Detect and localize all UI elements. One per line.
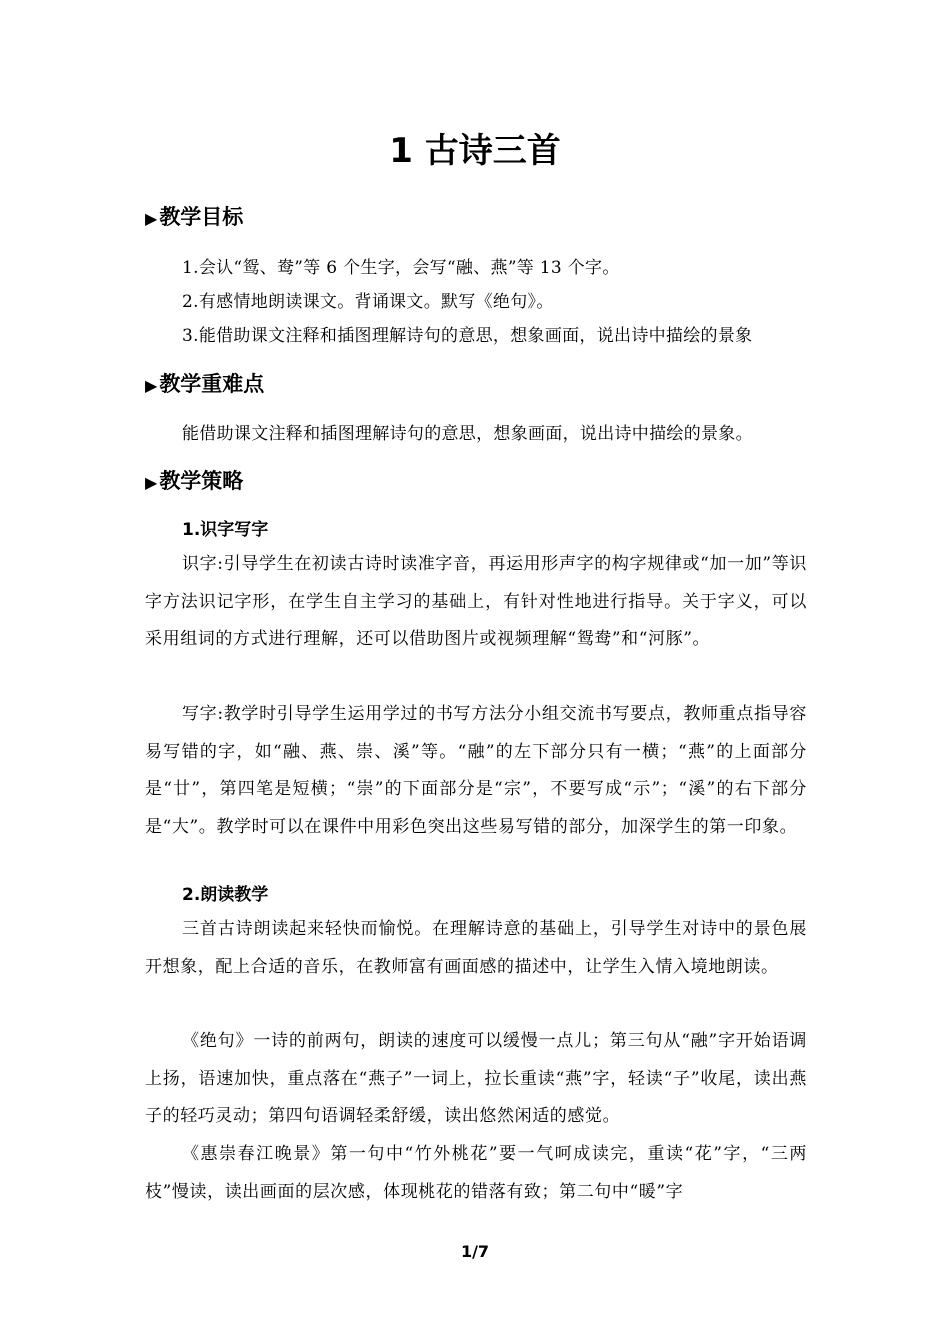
sub-heading-literacy: 1.识字写字 [182, 520, 269, 540]
key-points-text: 能借助课文注释和插图理解诗句的意思，想象画面，说出诗中描绘的景象。 [182, 424, 753, 444]
paragraph-character-writing: 写字:教学时引导学生运用学过的书写方法分小组交流书写要点，教师重点指导容易写错的字，如“融、燕、崇、溪”等。“融”的左下部分只有一横；“燕”的上面部分是“廿”，第四笔是短横；“崇”的下面部分是“宗”，不要写成“示”；“溪”的右下部分是“大”。教学时可以在课件中用彩色突出这些易写错的部分，加深学生的第一印象。 [145, 704, 807, 837]
section-heading-key-points [145, 369, 264, 401]
objective-item-2: 2.有感情地朗读课文。背诵课文。默写《绝句》。 [182, 292, 554, 312]
paragraph-character-recognition: 识字:引导学生在初读古诗时读准字音，再运用形声字的构字规律或“加一加”等识字方法识记字形，在学生自主学习的基础上，有针对性地进行指导。关于字义，可以采用组词的方式进行理解，还可以借助图片或视频理解“鸳鸯”和“河豚”。 [145, 554, 807, 649]
section-heading-objectives [145, 202, 243, 234]
section-marker-icon: ▶ [145, 209, 158, 228]
paragraph-reading-overview: 三首古诗朗读起来轻快而愉悦。在理解诗意的基础上，引导学生对诗中的景色展开想象，配上合适的音乐，在教师富有画面感的描述中，让学生入情入境地朗读。 [145, 919, 807, 977]
paragraph-huichong-reading: 《惠崇春江晚景》第一句中“竹外桃花”要一气呵成读完，重读“花”字，“三两枝”慢读，读出画面的层次感，体现桃花的错落有致；第二句中“暖”字 [145, 1144, 807, 1202]
objective-item-3: 3.能借助课文注释和插图理解诗句的意思，想象画面，说出诗中描绘的景象 [182, 326, 753, 346]
paragraph-jueju-reading: 《绝句》一诗的前两句，朗读的速度可以缓慢一点儿；第三句从“融”字开始语调上扬，语速加快，重点落在“燕子”一词上，拉长重读“燕”字，轻读“子”收尾，读出燕子的轻巧灵动；第四句语调轻柔舒缓，读出悠然闲适的感觉。 [145, 1031, 807, 1126]
section-marker-icon: ▶ [145, 473, 158, 492]
section-heading-label: 教学策略 [159, 469, 244, 493]
section-heading-label: 教学目标 [159, 205, 244, 229]
section-heading-label: 教学重难点 [159, 372, 265, 396]
page-title: 1 古诗三首 [389, 131, 561, 171]
sub-heading-reading: 2.朗读教学 [182, 885, 269, 905]
page-number: 1/7 [460, 1242, 490, 1261]
section-heading-strategies [145, 466, 243, 498]
section-marker-icon: ▶ [145, 376, 158, 395]
objective-item-1: 1.会认“鸳、鸯”等 6 个生字，会写“融、燕”等 13 个字。 [182, 258, 620, 278]
